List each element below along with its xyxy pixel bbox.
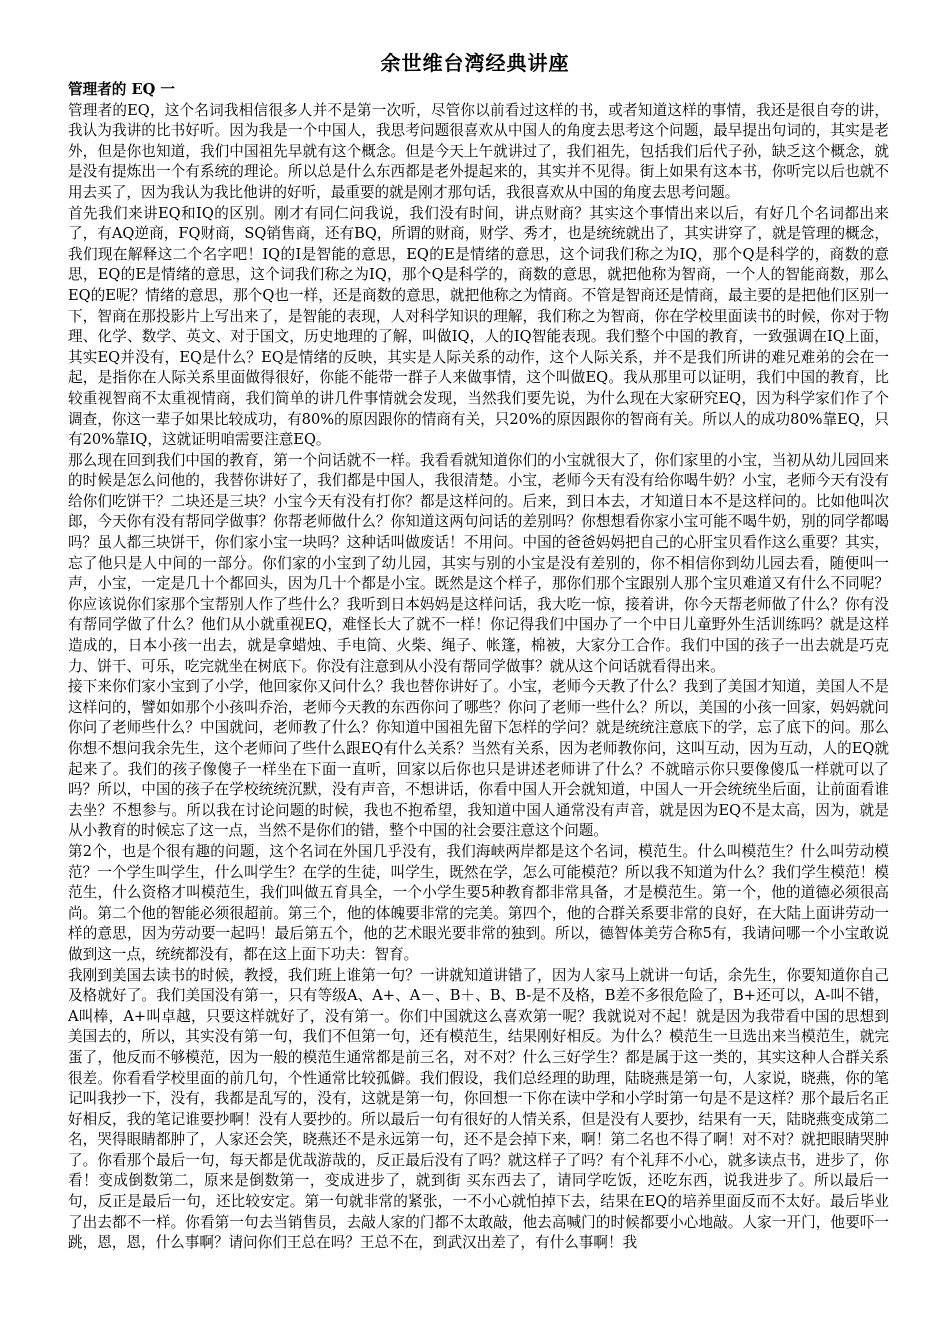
paragraph: 第2个，也是个很有趣的问题，这个名词在外国几乎没有，我们海峡两岸都是这个名词，模范生。什么叫模范生？什么叫劳动模范？一个学生叫学生，什么叫学生？在学的生徒，叫学生，既然在学，怎么可能模范？所以我不知道为什么？我们学生模范！模范生，什么资格才叫模范生，我们叫做五育具全，一个小学生要5种教育都非常具备，才是模范生。第一个，他的道德必须很高尚。第二个他的智能必须很超前。第三个，他的体魄要非常的完美。第四个，他的合群关系要非常的良好，在大陆上面讲劳动一样的意思，因为劳动要一起吗！最后第五个，他的艺术眼光要非常的独到。所以，德智体美劳合称5有，我请问哪一个小宝敢说做到这一点，统统都没有，都在这上面下功夫：智育。 <box>68 842 889 963</box>
paragraph: 管理者的EQ，这个名词我相信很多人并不是第一次听，尽管你以前看过这样的书，或者知道这样的事情，我还是很自夸的讲，我认为我讲的比书好听。因为我是一个中国人，我思考问题很喜欢从中国人的角度去思考这个问题，最早提出句词的，其实是老外，但是你也知道，我们中国祖先早就有这个概念。但是今天上午就讲过了，我们祖先，包括我们后代子孙，缺乏这个概念，就是没有提炼出一个有系统的理论。所以总是什么东西都是老外提起来的，其实并不见得。街上如果有这本书，你听完以后也就不用去买了，因为我认为我比他讲的好听，最重要的就是刚才那句话，我很喜欢从中国的角度去思考问题。 <box>68 101 889 201</box>
paragraph: 那么现在回到我们中国的教育，第一个问话就不一样。我看看就知道你们的小宝就很大了，你们家里的小宝，当初从幼儿园回来的时候是怎么问他的，我替你讲好了，我们都是中国人，我很清楚。小宝，老师今天有没有给你喝牛奶？小宝，老师今天有没有给你们吃饼干？二块还是三块？小宝今天有没有打你？都是这样问的。后来，到日本去，才知道日本不是这样问的。比如他叫次郎，今天你有没有帮同学做事？你帮老师做什么？你知道这两句问话的差别吗？你想想看你家小宝可能不喝牛奶，别的同学都喝吗？虽人都三块饼干，你们家小宝一块吗？这种话叫做废话！不用问。中国的爸爸妈妈把自己的心肝宝贝看作这么重要？其实，忘了他只是人中间的一部分。你们家的小宝到了幼儿园，其实与别的小宝是没有差别的，你不相信你到幼儿园去看，随便叫一声，小宝，一定是几十个都回头，因为几十个都是小宝。既然是这个样子，那你们那个宝跟别人那个宝贝难道又有什么不同呢？你应该说你们家那个宝帮别人作了些什么？我听到日本妈妈是这样问话，我大吃一惊，接着讲，你今天帮老师做了什么？你有没有帮同学做了什么？他们从小就重视EQ，难怪长大了就不一样！你记得我们中国办了一个中日儿童野外生活训练吗？就是这样造成的，日本小孩一出去，就是拿蜡烛、手电筒、火柴、绳子、帐篷，棉被，大家分工合作。我们中国的孩子一出去就是巧克力、饼干、可乐，吃完就坐在树底下。你没有注意到从小没有帮同学做事？就从这个问话就看得出来。 <box>68 451 889 675</box>
paragraph: 我刚到美国去读书的时候，教授，我们班上谁第一句？一讲就知道讲错了，因为人家马上就讲一句话，余先生，你要知道你自己及格就好了。我们美国没有第一，只有等级A、A+、A－、B＋、B、B-是不及格，B差不多很危险了，B+还可以，A-叫不错，A叫棒，A+叫卓越，只要这样就好了，没有第一。你们中国就这么喜欢第一呢？我就说对不起！就是因为我带看中国的思想到美国去的，所以，其实没有第一句，我们不但第一句，还有模范生，结果刚好相反。为什么？模范生一旦选出来当模范生，就完蛋了，他反而不够模范，因为一般的模范生通常都是前三名，对不对？什么三好学生？都是属于这一类的，其实这种人合群关系很差。你看看学校里面的前几句，个性通常比较孤僻。我们假设，我们总经理的助理，陆晓燕是第一句，人家说，晓燕，你的笔记叫我抄一下，没有，我都是乱写的，没有，这就是第一句，你回想一下你在读中学和小学时第一句是不是这样？那个最后名正好相反，我的笔记谁要抄啊！没有人要抄的。所以最后一句有很好的人情关系，但是没有人要抄，结果有一天，陆晓燕变成第二名，哭得眼睛都肿了，人家还会笑，晓燕还不是永远第一句，还不是会掉下来，啊！第二名也不得了啊！对不对？就把眼睛哭肿了。你看那个最后一句，每天都是优哉游哉的，反正最后没有了吗？就这样子了吗？有个礼拜不小心，就多读点书，进步了，你看！变成倒数第二，原来是倒数第一，变成进步了，就到街 买东西去了，请同学吃饭，还吃东西，说我进步了。所以最后一句，反正是最后一句，还比较安定。第一句就非常的紧张，一不小心就怕掉下去，结果在EQ的培养里面反而不太好。最后毕业了出去都不一样。你看第一句去当销售员，去敲人家的门都不太敢敲，他去高喊门的时候都要小心地敲。人家一开门，他要吓一跳，恩，恩，什么事啊？请问你们王总在吗？王总不在，到武汉出差了，有什么事啊！我 <box>68 966 889 1252</box>
paragraph: 接下来你们家小宝到了小学，他回家你又问什么？我也替你讲好了。小宝，老师今天教了什么？我到了美国才知道，美国人不是这样问的，譬如如那个小孩叫乔治，老师今天教的东西你问了哪些？你问了老师一些什么？所以，美国的小孩一回家，妈妈就问你问了老师些什么？中国就问，老师教了什么？你知道中国祖先留下怎样的学问？就是统统注意底下的学，忘了底下的问。那么你想不想问我余先生，这个老师问了些什么跟EQ有什么关系？当然有关系，因为老师教你问，这叫互动，因为互动，人的EQ就起来了。我们的孩子像傻子一样坐在下面一直听，回家以后你也只是讲述老师讲了什么？不就暗示你只要像傻瓜一样就可以了吗？所以，中国的孩子在学校统统沉默，没有声音，不想讲话，你看中国人开会就知道，中国人一开会统统坐后面，让前面看谁去坐？不想参与。所以我在讨论问题的时候，我也不抱希望，我知道中国人通常没有声音，就是因为EQ不是太高，因为，就是从小教育的时候忘了这一点，当然不是你们的错，整个中国的社会要注意这个问题。 <box>68 678 889 840</box>
document-body <box>68 80 889 1254</box>
document-title: 余世维台湾经典讲座 <box>380 51 570 75</box>
section-heading: 管理者的 EQ 一 <box>68 81 175 98</box>
paragraph: 首先我们来讲EQ和IQ的区别。刚才有同仁问我说，我们没有时间，讲点财商？其实这个事情出来以后，有好几个名词都出来了，有AQ逆商，FQ财商，SQ销售商，还有BQ，所谓的财商，财学、秀才，也是统统就出了，其实讲穿了，就是管理的概念，我们现在解释这二个名字吧！IQ的I是智能的意思，EQ的E是情绪的意思，这个词我们称之为IQ，那个Q是科学的，商数的意思，EQ的E是情绪的意思，这个词我们称之为IQ，那个Q是科学的，商数的意思，就把他称为智商，一个人的智能商数，那么EQ的E呢？情绪的意思，那个Q也一样，还是商数的意思，就把他称之为情商。不管是智商还是情商，最主要的是把他们区别一下，智商在那投影片上写出来了，是智能的表现，人对科学知识的理解，我们称之为智商，你在学校里面读书的时候，你对于物理、化学、数学、英文、对于国文，历史地理的了解，叫做IQ，人的IQ智能表现。我们整个中国的教育，一致强调在IQ上面，其实EQ并没有，EQ是什么？EQ是情绪的反映，其实是人际关系的动作，这个人际关系，并不是我们所讲的难兄难弟的会在一起，是指你在人际关系里面做得很好，你能不能带一群子人来做事情，这个叫做EQ。我从那里可以证明，我们中国的教育，比较重视智商不太重视情商，我们简单的讲几件事情就会发现，当然我们要先说，为什么现在大家研究EQ，因为科学家们作了个调查，你这一辈子如果比较成功，有80%的原因跟你的情商有关，只20%的原因跟你的智商有关。所以人的成功80%靠EQ，只有20%靠IQ，这就证明咱需要注意EQ。 <box>68 204 889 449</box>
